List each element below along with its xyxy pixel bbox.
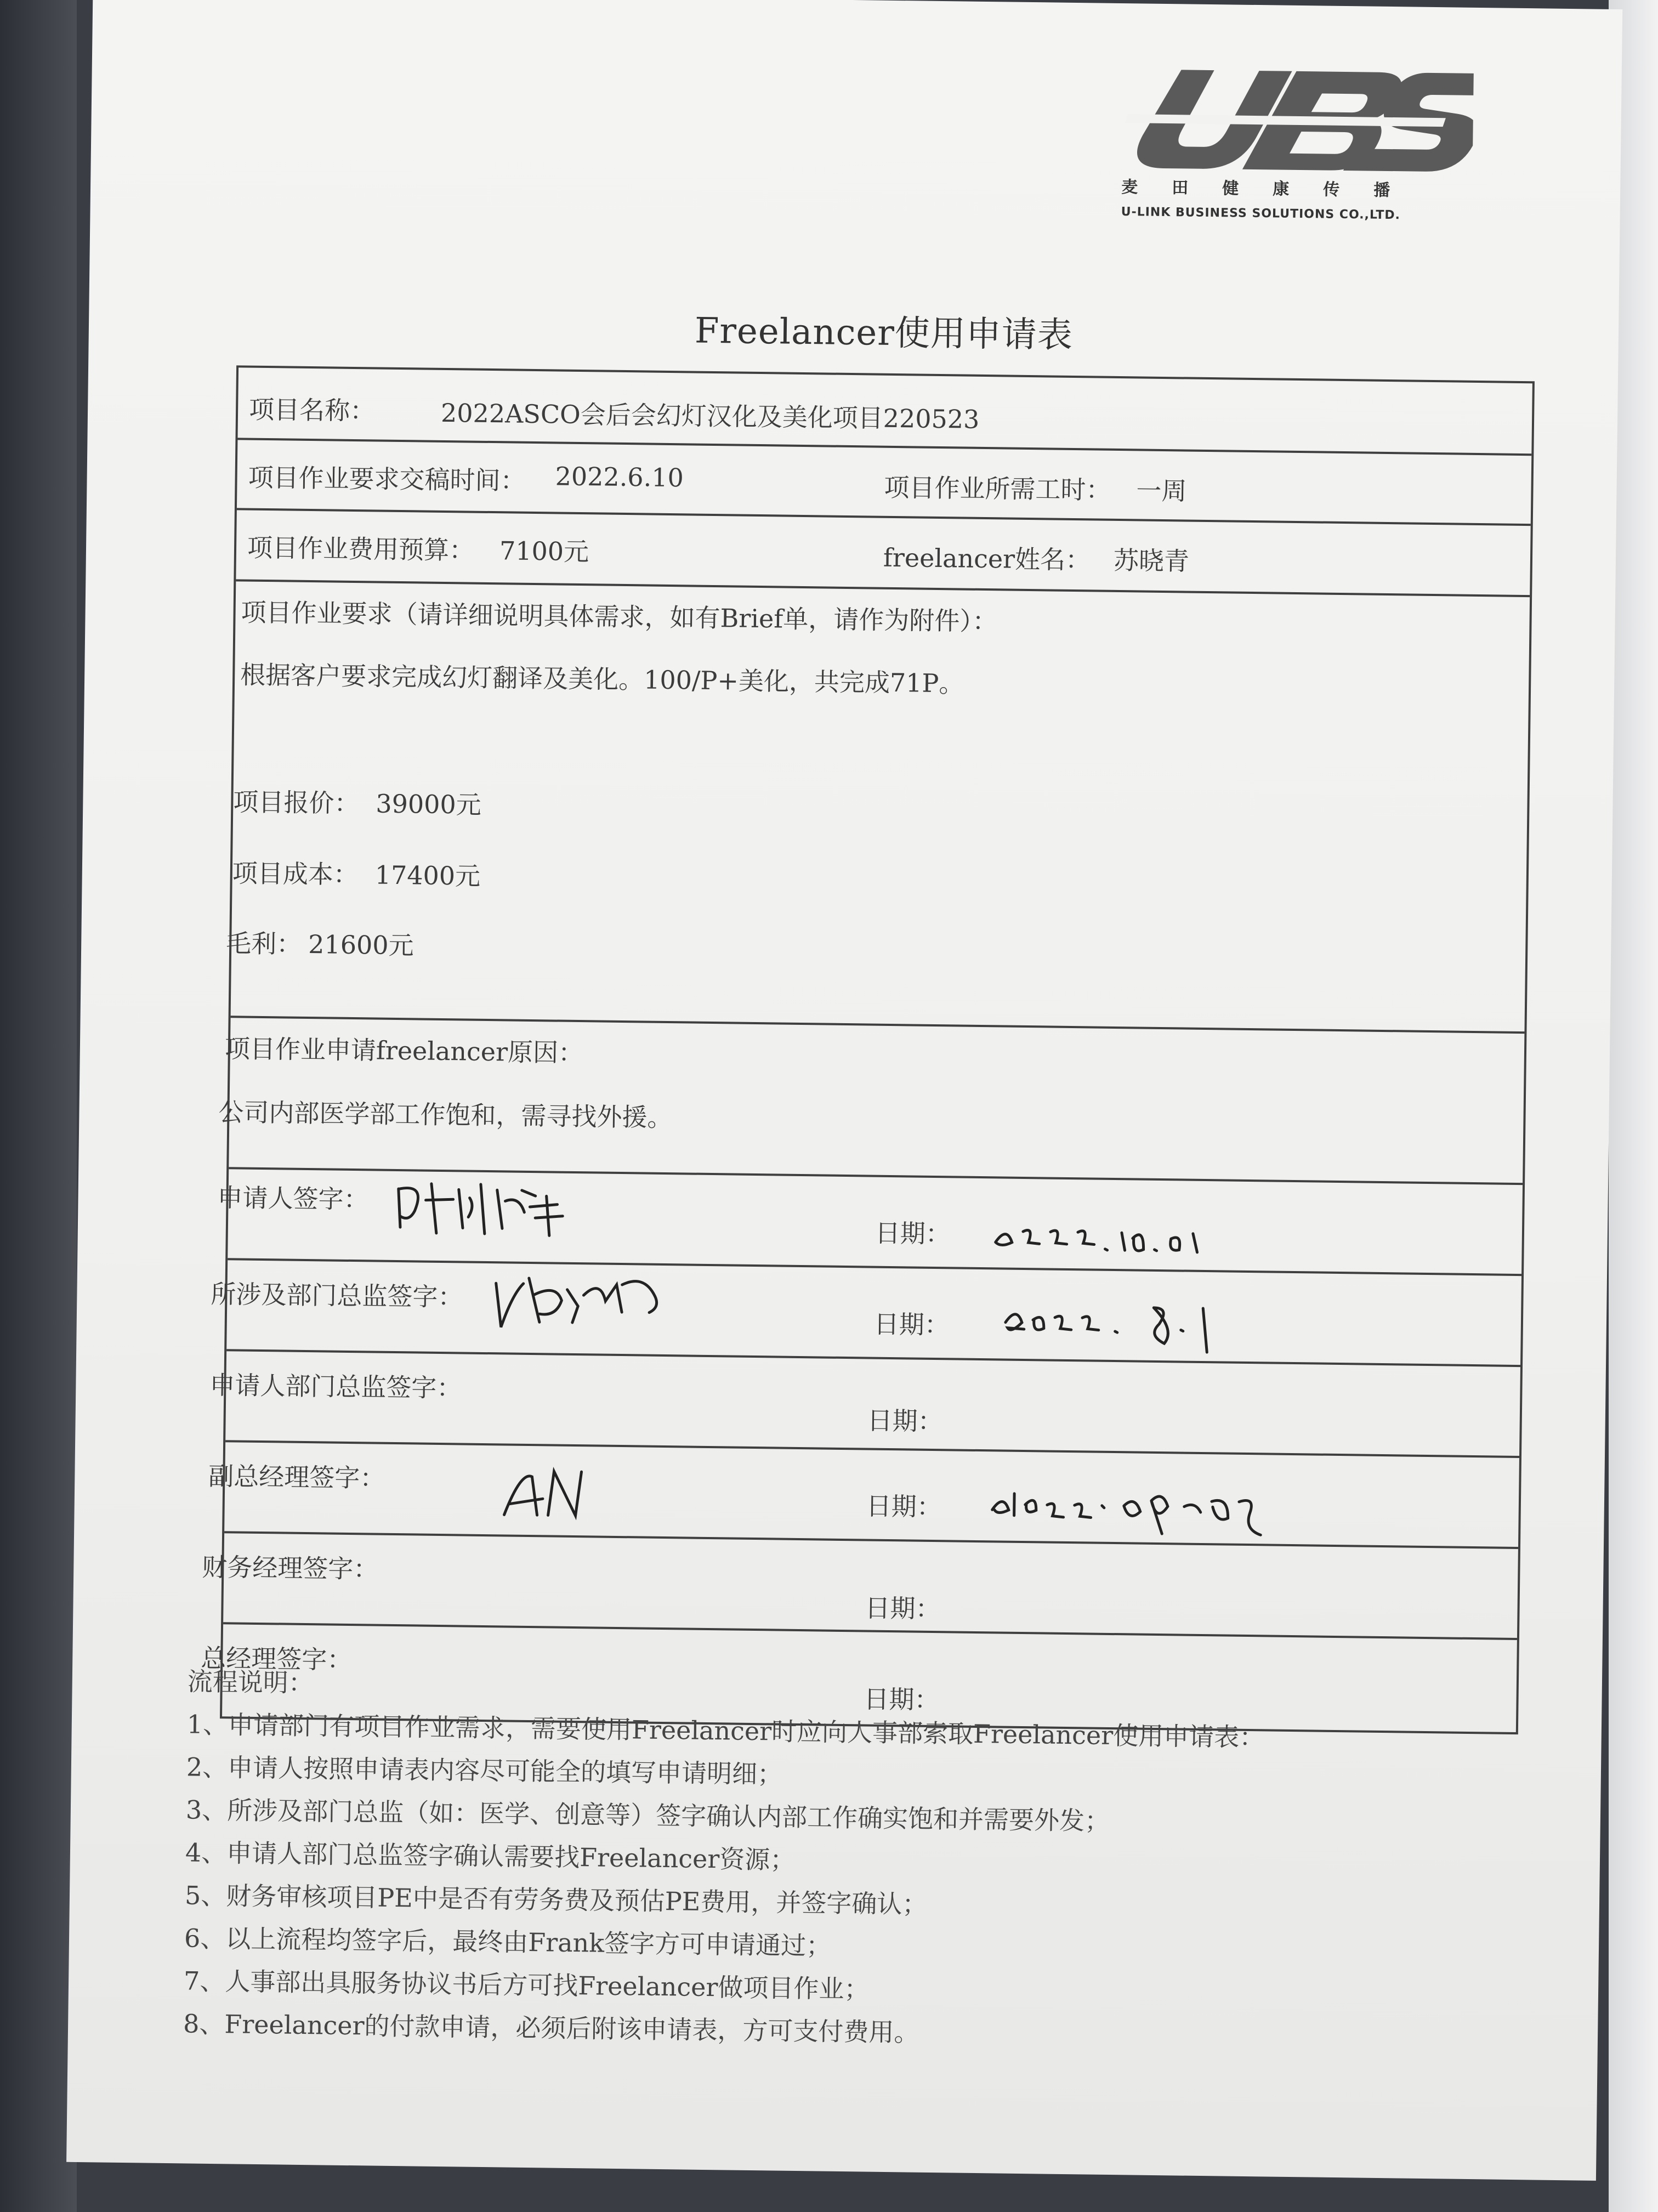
process-step: 8、Freelancer的付款申请，必须后附该申请表，方可支付费用。: [183, 2009, 919, 2047]
cost-label: 项目成本：: [232, 858, 359, 890]
ubs-logo-mark: [1122, 64, 1474, 178]
deadline-label: 项目作业要求交稿时间：: [248, 462, 526, 496]
process-step: 4、申请人部门总监签字确认需要找Freelancer资源；: [185, 1837, 796, 1875]
signature-role-label: 所涉及部门总监签字：: [211, 1279, 463, 1312]
process-step: 7、人事部出具服务协议书后方可找Freelancer做项目作业；: [183, 1966, 870, 2004]
row-signature-applicant-director: [209, 1349, 1520, 1458]
related-director-signature: [490, 1261, 689, 1335]
hours-value: 一周: [1136, 475, 1187, 506]
date-label: 日期：: [866, 1491, 942, 1522]
paper-sheet: [66, 0, 1622, 2181]
process-step: 2、申请人按照申请表内容尽可能全的填写申请明细；: [186, 1752, 783, 1789]
profit-label: 毛利：: [225, 928, 302, 959]
date-label: 日期：: [865, 1593, 941, 1624]
process-step: 6、以上流程均签字后，最终由Frank签字方可申请通过；: [184, 1923, 832, 1961]
signature-role-label: 副总经理签字：: [208, 1461, 385, 1493]
row-signature-related-director: [211, 1258, 1521, 1367]
budget-label: 项目作业费用预算：: [247, 532, 475, 565]
date-label: 日期：: [873, 1309, 950, 1340]
quote-value: 39000元: [376, 789, 482, 820]
process-heading: 流程说明：: [187, 1666, 314, 1698]
applicant-signature: [393, 1172, 590, 1240]
reason-value: 公司内部医学部工作饱和，需寻找外援。: [218, 1097, 673, 1133]
related-director-date-handwritten: [1000, 1289, 1241, 1358]
project-name-label: 项目名称：: [248, 394, 376, 426]
freelancer-name-value: 苏晓青: [1113, 545, 1190, 576]
row-signature-finance-manager: [202, 1531, 1518, 1640]
desk-background-left: [0, 0, 77, 2212]
row-reason: [218, 1016, 1524, 1185]
logo-chinese-name: 麦田健康传播: [1121, 178, 1424, 201]
date-label: 日期：: [867, 1405, 944, 1437]
process-step: 1、申请部门有项目作业需求，需要使用Freelancer时应向人事部索取Freelancer使用申请表：: [186, 1709, 1265, 1752]
application-form-table: [200, 365, 1535, 1734]
quote-label: 项目报价：: [233, 787, 360, 819]
row-signature-vice-gm: [208, 1440, 1519, 1549]
date-label: 日期：: [875, 1218, 951, 1249]
logo-english-name: U-LINK BUSINESS SOLUTIONS CO.,LTD.: [1121, 205, 1401, 223]
requirements-value: 根据客户要求完成幻灯翻译及美化。100/P+美化，共完成71P。: [240, 660, 964, 699]
vice-gm-signature: [498, 1460, 609, 1527]
budget-value: 7100元: [499, 536, 589, 567]
signature-role-label: 财务经理签字：: [202, 1552, 379, 1584]
vice-gm-date-handwritten: [986, 1471, 1294, 1541]
process-step: 5、财务审核项目PE中是否有劳务费及预估PE费用，并签字确认；: [184, 1880, 928, 1919]
project-name-value: 2022ASCO会后会幻灯汉化及美化项目220523: [440, 398, 980, 434]
signature-role-label: 总经理签字：: [200, 1643, 353, 1675]
process-notes: [183, 1661, 1558, 2063]
hours-label: 项目作业所需工时：: [884, 472, 1111, 505]
signature-role-label: 申请人签字：: [217, 1183, 369, 1215]
signature-role-label: 申请人部门总监签字：: [209, 1370, 462, 1403]
process-step: 3、所涉及部门总监（如：医学、创意等）签字确认内部工作确实饱和并需要外发；: [185, 1795, 1110, 1836]
profit-value: 21600元: [308, 929, 414, 961]
requirements-label: 项目作业要求（请详细说明具体需求，如有Brief单，请作为附件）：: [241, 597, 998, 637]
form-title: Freelancer使用申请表: [694, 310, 1074, 356]
row-signature-applicant: [217, 1167, 1523, 1276]
deadline-value: 2022.6.10: [555, 461, 684, 493]
cost-value: 17400元: [374, 860, 481, 891]
freelancer-name-label: freelancer姓名：: [883, 542, 1091, 575]
reason-label: 项目作业申请freelancer原因：: [224, 1034, 584, 1068]
row-requirements: [225, 579, 1530, 1034]
applicant-date-handwritten: [990, 1204, 1220, 1261]
date-label: 日期：: [864, 1684, 940, 1715]
company-logo: [1121, 64, 1540, 233]
